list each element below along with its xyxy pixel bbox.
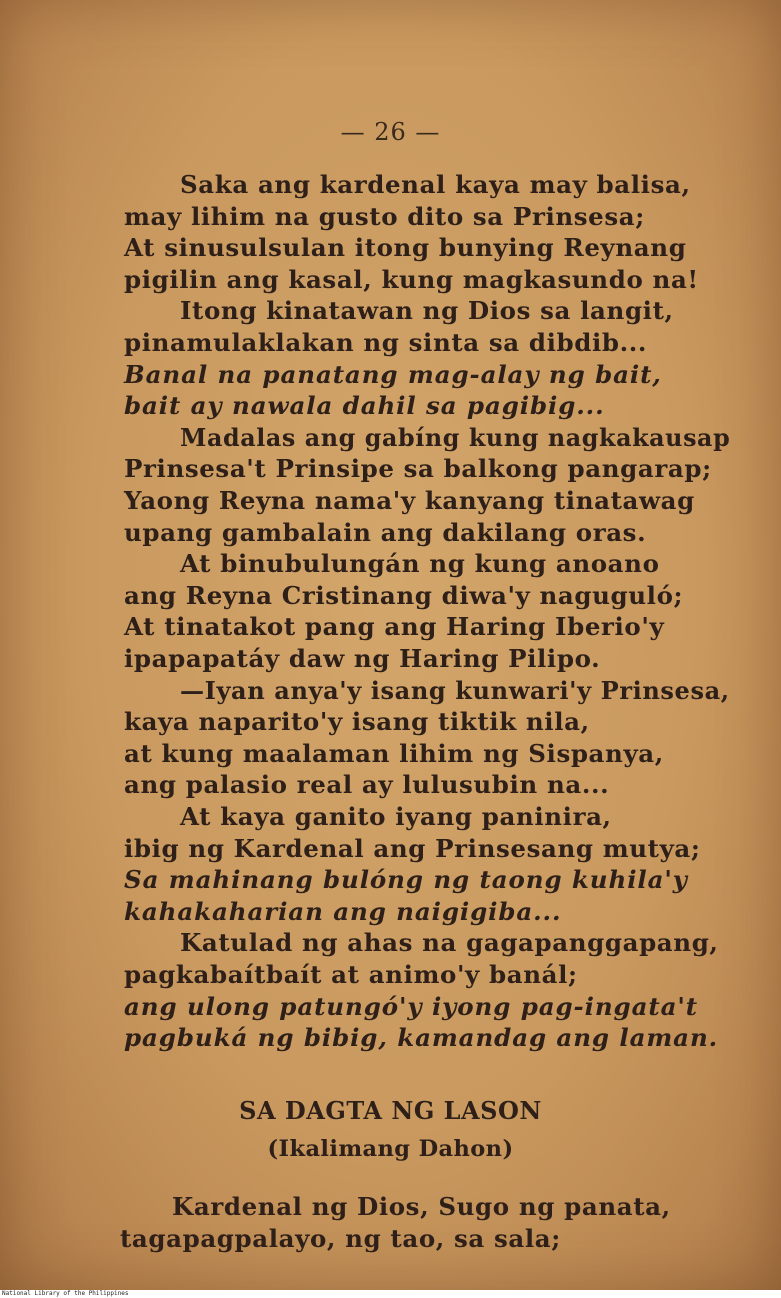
poem-line: ang ulong patungó'y iyong pag-ingata't xyxy=(124,991,698,1021)
poem-line: At tinatakot pang ang Haring Iberio'y xyxy=(124,612,665,642)
poem-line: At sinusulsulan itong bunying Reynang xyxy=(124,233,687,263)
poem-line: pinamulaklakan ng sinta sa dibdib... xyxy=(124,328,648,357)
poem-line: at kung maalaman lihim ng Sispanya, xyxy=(124,738,664,768)
poem-line: bait ay nawala dahil sa pagibig... xyxy=(124,391,605,421)
poem-line: ipapapatáy daw ng Haring Pilipo. xyxy=(124,644,601,673)
poem-line: At binubulungán ng kung anoano xyxy=(180,549,660,579)
poem-line: Saka ang kardenal kaya may balisa, xyxy=(180,170,691,199)
footer-credit: National Library of the Philippines xyxy=(2,1290,129,1297)
poem-line: Madalas ang gabíng kung nagkakausap xyxy=(180,422,731,452)
poem-line: Yaong Reyna nama'y kanyang tinatawag xyxy=(124,486,695,515)
poem-line: kaya naparito'y isang tiktik nila, xyxy=(124,707,590,737)
poem-line: At kaya ganito iyang paninira, xyxy=(180,802,612,831)
section-subtitle: (Ikalimang Dahon) xyxy=(267,1136,514,1162)
page-number: — 26 — xyxy=(340,118,441,146)
poem-line: kahakaharian ang naigigiba... xyxy=(124,896,562,926)
poem-line: ibig ng Kardenal ang Prinsesang mutya; xyxy=(124,833,701,863)
poem-line: may lihim na gusto dito sa Prinsesa; xyxy=(124,201,645,231)
poem-line: Banal na panatang mag-alay ng bait, xyxy=(124,359,662,389)
poem-line: Katulad ng ahas na gagapanggapang, xyxy=(180,928,719,958)
poem-line: Kardenal ng Dios, Sugo ng panata, xyxy=(172,1192,671,1221)
poem-line: pagbuká ng bibig, kamandag ang laman. xyxy=(124,1023,719,1053)
poem-line: —Iyan anya'y isang kunwari'y Prinsesa, xyxy=(180,675,730,705)
section-title: SA DAGTA NG LASON xyxy=(239,1096,542,1125)
poem-line: ang palasio real ay lulusubin na... xyxy=(124,770,610,800)
poem-line: pigilin ang kasal, kung magkasundo na! xyxy=(124,264,699,294)
poem-line: Prinsesa't Prinsipe sa balkong pangarap; xyxy=(124,454,712,484)
poem-line: Sa mahinang bulóng ng taong kuhila'y xyxy=(124,865,688,895)
poem-line: Itong kinatawan ng Dios sa langit, xyxy=(180,296,674,326)
poem-line: ang Reyna Cristinang diwa'y naguguló; xyxy=(124,580,684,610)
poem-line: tagapagpalayo, ng tao, sa sala; xyxy=(120,1224,561,1253)
poem-line: pagkabaítbaít at animo'y banál; xyxy=(124,960,578,989)
poem-line: upang gambalain ang dakilang oras. xyxy=(124,517,647,547)
